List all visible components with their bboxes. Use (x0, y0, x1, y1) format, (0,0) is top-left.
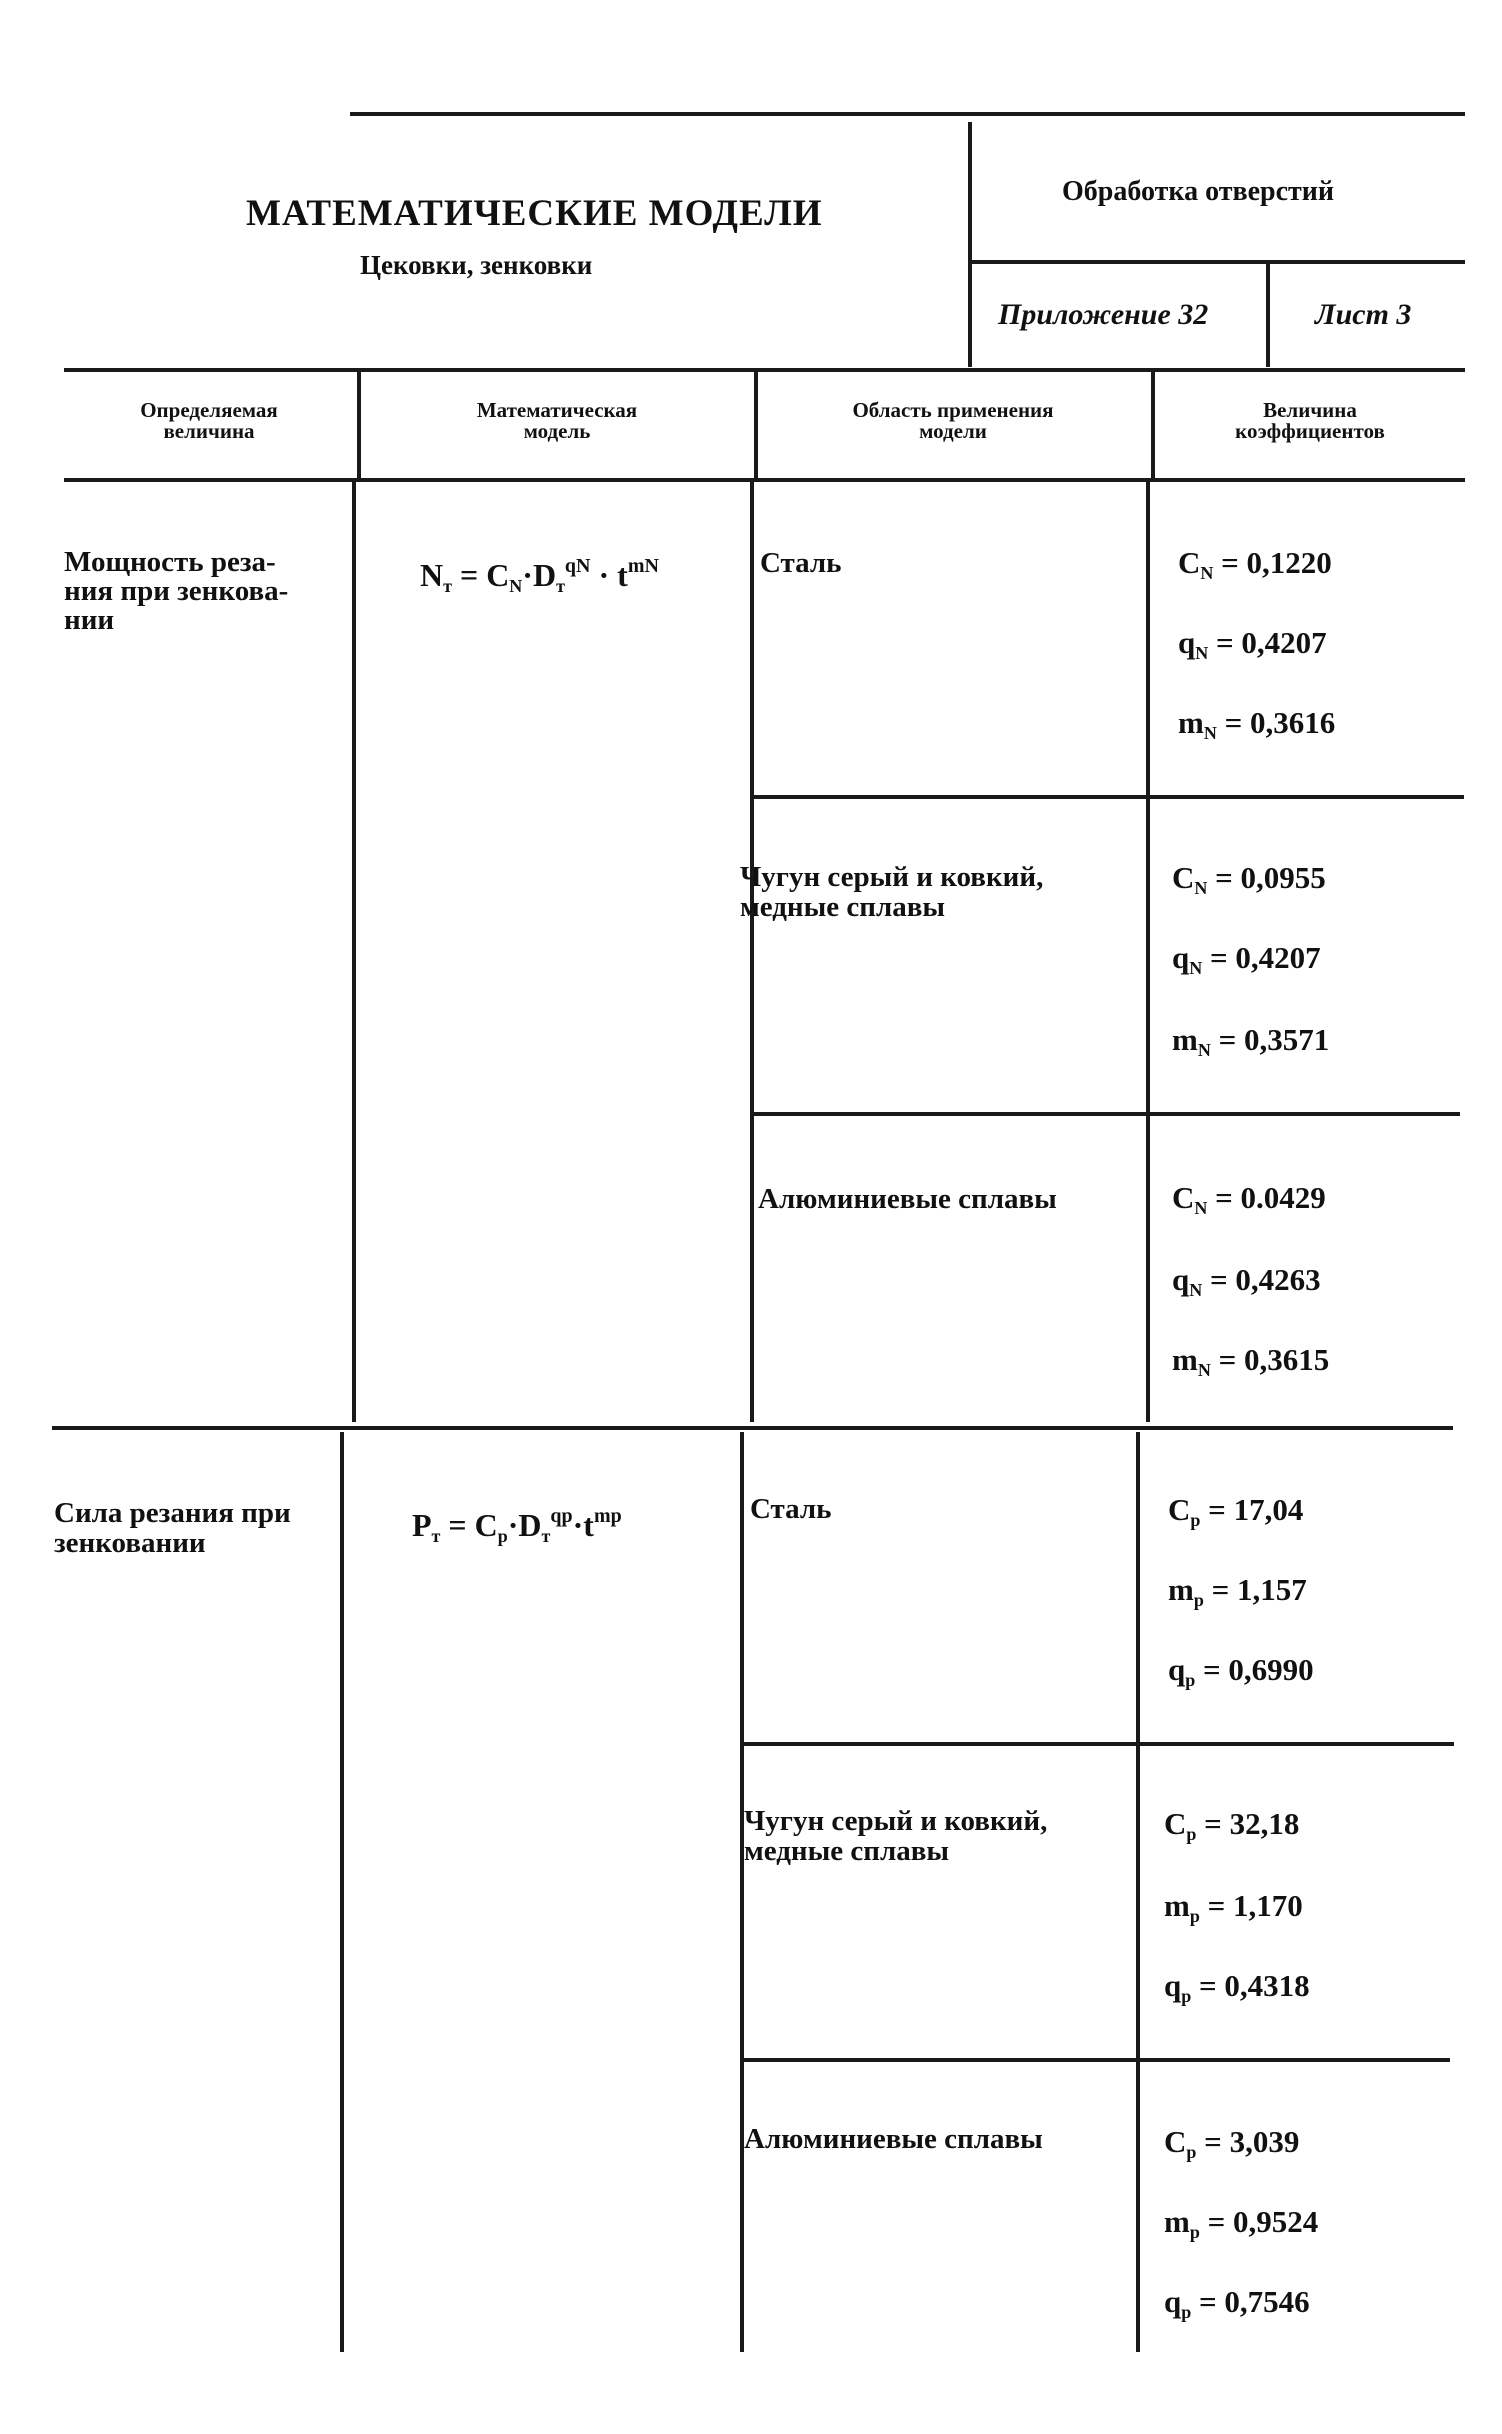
coef-b2-r2-m: $m_p = 1,170$ (1164, 1888, 1303, 1926)
coef-b2-r1-q: $q_p = 0,6990$ (1168, 1652, 1314, 1690)
coef-b2-r3-m: $m_p = 0,9524$ (1164, 2204, 1319, 2242)
col-sep-3-header (1151, 370, 1155, 480)
section-label: Обработка отверстий (1062, 176, 1335, 207)
scope-b1-r3: Алюминиевые сплавы (758, 1183, 1057, 1215)
row-sep-b2-r2 (740, 2058, 1450, 2062)
row-sep-b1-r2 (750, 1112, 1460, 1116)
appendix-label: Приложение 32 (998, 298, 1209, 331)
formula-power: $N_т = C_N\cdot D_т^{qN} \cdot t^{mN}$ (420, 555, 659, 596)
coef-b1-r2-m: $m_N = 0,3571$ (1172, 1022, 1330, 1060)
coef-b1-r3-q: $q_N = 0,4263$ (1172, 1262, 1321, 1300)
col-sep-2-block2 (740, 1432, 744, 2352)
scope-b1-r1: Сталь (760, 547, 842, 579)
coef-b1-r1-q: $q_N = 0,4207$ (1178, 625, 1327, 663)
header-mid-rule (972, 260, 1465, 264)
col-sep-3-block1 (1146, 482, 1150, 1422)
coef-b1-r3-c: $C_N = 0.0429$ (1172, 1180, 1326, 1218)
quantity-force: Сила резания при зенковании (54, 1497, 291, 1559)
coef-b1-r3-m: $m_N = 0,3615$ (1172, 1342, 1330, 1380)
col-sep-1-header (357, 370, 361, 480)
coef-b2-r1-m: $m_p = 1,157$ (1168, 1572, 1307, 1610)
header-top-rule (350, 112, 1465, 116)
scope-b1-r2: Чугун серый и ковкий, медные сплавы (740, 861, 1044, 923)
col-header-model: Математическая модель (476, 398, 638, 443)
block-divider (52, 1426, 1453, 1430)
row-sep-b2-r1 (744, 1742, 1454, 1746)
sheet-divider (1266, 262, 1270, 367)
coef-b2-r1-c: $C_p = 17,04$ (1168, 1492, 1304, 1530)
col-header-scope: Область применения модели (852, 398, 1054, 443)
formula-force: $P_т = C_p\cdot D_т^{qp}\cdot t^{mp}$ (412, 1505, 622, 1546)
col-sep-1-block1 (352, 482, 356, 1422)
coef-b2-r2-c: $C_p = 32,18$ (1164, 1806, 1300, 1844)
scope-b2-r1: Сталь (750, 1493, 832, 1525)
page-title: МАТЕМАТИЧЕСКИЕ МОДЕЛИ (246, 193, 823, 234)
sheet-label: Лист 3 (1315, 298, 1412, 331)
table-header-bottom-rule (64, 478, 1465, 482)
scope-b2-r3: Алюминиевые сплавы (744, 2123, 1043, 2155)
col-sep-2-block1 (750, 482, 754, 1422)
coef-b2-r3-q: $q_p = 0,7546$ (1164, 2284, 1310, 2322)
col-header-quantity: Определяемая величина (140, 398, 278, 443)
coef-b1-r2-c: $C_N = 0,0955$ (1172, 860, 1326, 898)
col-sep-3-block2 (1136, 1432, 1140, 2352)
col-header-coefficients: Величина коэффициентов (1235, 398, 1385, 443)
coef-b1-r2-q: $q_N = 0,4207$ (1172, 940, 1321, 978)
quantity-power: Мощность реза- ния при зенкова- нии (64, 546, 289, 636)
table-top-rule (64, 368, 1465, 372)
header-divider (968, 122, 972, 367)
coef-b1-r1-m: $m_N = 0,3616$ (1178, 705, 1336, 743)
coef-b2-r3-c: $C_p = 3,039$ (1164, 2124, 1300, 2162)
coef-b2-r2-q: $q_p = 0,4318$ (1164, 1968, 1310, 2006)
col-sep-2-header (754, 370, 758, 480)
page-subtitle: Цековки, зенковки (360, 250, 593, 280)
scope-b2-r2: Чугун серый и ковкий, медные сплавы (744, 1805, 1048, 1867)
coef-b1-r1-c: $C_N = 0,1220$ (1178, 545, 1332, 583)
col-sep-1-block2 (340, 1432, 344, 2352)
row-sep-b1-r1 (754, 795, 1464, 799)
